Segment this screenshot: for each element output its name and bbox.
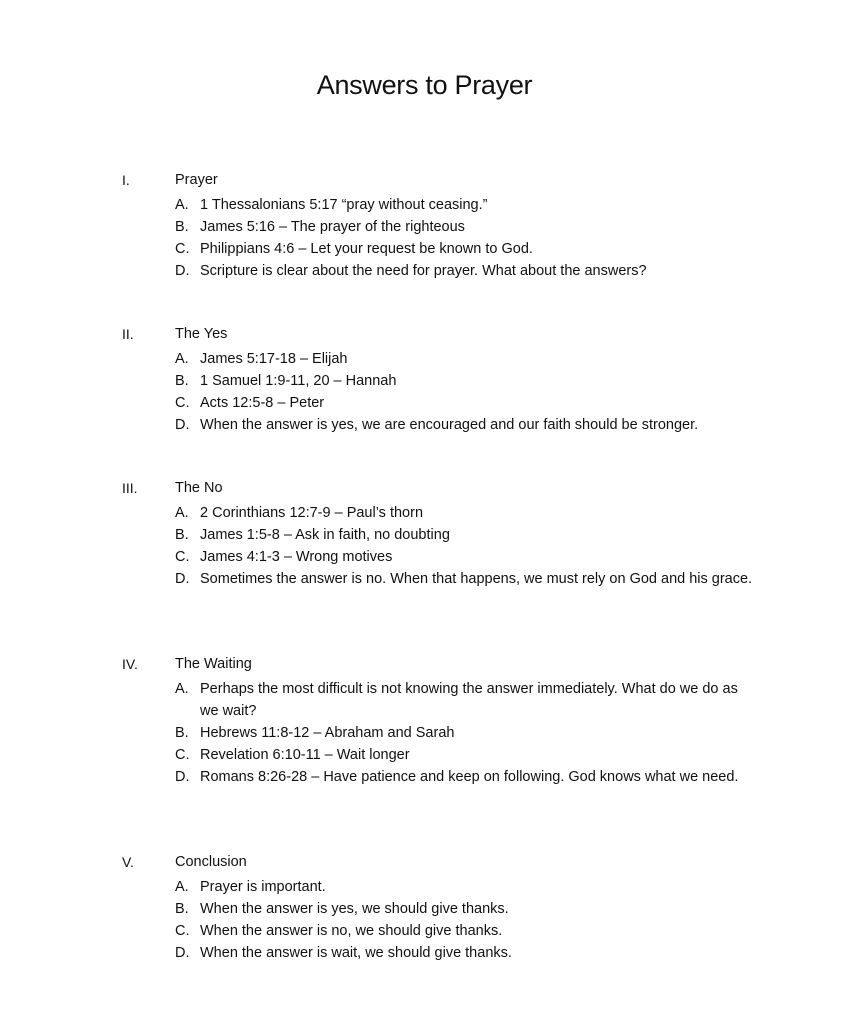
item-letter: D.: [175, 417, 190, 433]
item-letter: B.: [175, 901, 189, 917]
item-letter: A.: [175, 681, 189, 697]
item-letter: B.: [175, 527, 189, 543]
list-item: [175, 392, 755, 414]
item-letter: B.: [175, 373, 189, 389]
list-item: [175, 238, 755, 260]
section-numeral: III.: [122, 480, 138, 496]
item-letter: C.: [175, 549, 190, 565]
list-item: [175, 942, 755, 964]
list-item: [175, 524, 755, 546]
item-text: Acts 12:5-8 – Peter: [200, 395, 325, 411]
list-item: [175, 260, 755, 282]
list-item: [175, 216, 755, 238]
section-heading: Prayer: [175, 172, 218, 188]
list-item: [175, 194, 755, 216]
section-heading: Conclusion: [175, 854, 247, 870]
item-letter: C.: [175, 241, 190, 257]
section-items: [175, 502, 755, 590]
item-letter: A.: [175, 879, 189, 895]
section-numeral: IV.: [122, 656, 138, 672]
item-text: James 4:1-3 – Wrong motives: [200, 549, 393, 565]
item-text: When the answer is yes, we should give thanks.: [200, 901, 509, 917]
list-item: [175, 502, 755, 524]
item-text: James 5:17-18 – Elijah: [200, 351, 348, 367]
item-text: When the answer is yes, we are encouraged and our faith should be stronger.: [200, 417, 699, 433]
list-item: [175, 414, 755, 436]
section-heading: The Waiting: [175, 656, 252, 672]
item-letter: A.: [175, 197, 189, 213]
item-text: 1 Thessalonians 5:17 “pray without ceasing.”: [200, 197, 488, 213]
item-letter: D.: [175, 945, 190, 961]
list-item: [175, 370, 755, 392]
item-letter: D.: [175, 263, 190, 279]
item-text: When the answer is no, we should give thanks.: [200, 923, 503, 939]
item-letter: A.: [175, 505, 189, 521]
item-text: 1 Samuel 1:9-11, 20 – Hannah: [200, 373, 397, 389]
item-text: Philippians 4:6 – Let your request be known to God.: [200, 241, 533, 257]
section-items: [175, 876, 755, 964]
item-text: Prayer is important.: [200, 879, 326, 895]
item-letter: C.: [175, 923, 190, 939]
list-item: [175, 920, 755, 942]
section-numeral: II.: [122, 326, 134, 342]
list-item: [175, 722, 755, 744]
item-text: Revelation 6:10-11 – Wait longer: [200, 747, 410, 763]
item-text: Sometimes the answer is no. When that happens, we must rely on God and his grace.: [200, 571, 753, 587]
list-item: [175, 568, 755, 590]
item-letter: D.: [175, 571, 190, 587]
item-letter: A.: [175, 351, 189, 367]
item-text: James 1:5-8 – Ask in faith, no doubting: [200, 527, 450, 543]
list-item: [175, 876, 755, 898]
item-text: Scripture is clear about the need for prayer. What about the answers?: [200, 263, 647, 279]
list-item: [175, 744, 755, 766]
section-heading: The Yes: [175, 326, 228, 342]
list-item: [175, 678, 755, 722]
section-items: [175, 194, 755, 282]
page-title: Answers to Prayer: [316, 70, 533, 100]
item-text: When the answer is wait, we should give thanks.: [200, 945, 512, 961]
item-letter: C.: [175, 395, 190, 411]
item-text: 2 Corinthians 12:7-9 – Paul’s thorn: [200, 505, 424, 521]
item-text: James 5:16 – The prayer of the righteous: [200, 219, 465, 235]
item-text: Perhaps the most difficult is not knowing the answer immediately. What do we do as we wait?: [200, 681, 738, 719]
item-text: Hebrews 11:8-12 – Abraham and Sarah: [200, 725, 455, 741]
section-items: [175, 348, 755, 436]
item-text: Romans 8:26-28 – Have patience and keep on following. God knows what we need.: [200, 769, 739, 785]
section-items: [175, 678, 755, 788]
item-letter: B.: [175, 219, 189, 235]
list-item: [175, 546, 755, 568]
list-item: [175, 898, 755, 920]
section-heading: The No: [175, 480, 223, 496]
item-letter: B.: [175, 725, 189, 741]
section-numeral: V.: [122, 854, 134, 870]
item-letter: D.: [175, 769, 190, 785]
section-numeral: I.: [122, 172, 130, 188]
list-item: [175, 766, 755, 788]
item-letter: C.: [175, 747, 190, 763]
list-item: [175, 348, 755, 370]
